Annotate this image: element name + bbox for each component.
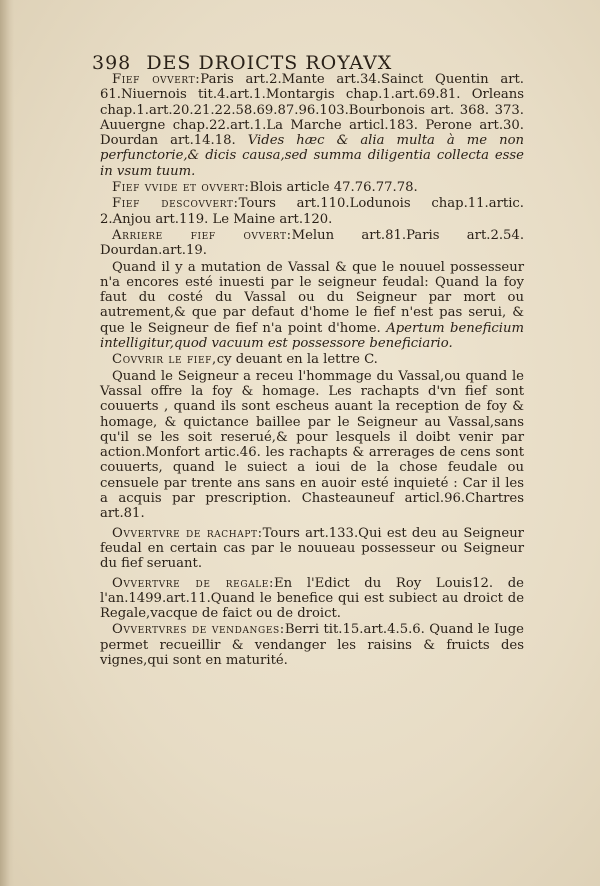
entry-term: Fief descovvert: bbox=[112, 196, 239, 212]
entry-term: Fief ovvert: bbox=[112, 72, 201, 87]
entry-term: Fief vvide et ovvert: bbox=[112, 180, 250, 196]
entry-term: Ovvertvres de vendanges: bbox=[112, 622, 285, 638]
entry-text: Quand le Seigneur a receu l'hommage du Vassal,ou quand le Vassal offre la foy & homage. Les rachapts d'vn fief sont couuerts , quand ils sont escheus auant la reception de foy & homage, & quictance baillee par le Seigneur au Vassal,sans qu'il se les soit reserué,& pour lesquels il doibt venir par action.Monfort artic.46. les rachapts & arrerages de cens sont couuerts, quand le suiect a ioui de la chose feudale ou censuele par trente ans sans en auoir esté inquieté : Car il les a acquis par prescription. Chasteauneuf articl.96.Chartres art.81. bbox=[100, 368, 524, 522]
entry-latin: Vides hæc & alia multa à me non perfunctorie,& dicis causa,sed summa diligentia collecta esse in vsum tuum. bbox=[100, 133, 525, 179]
entry-text: Quand il y a mutation de Vassal & que le nouuel possesseur n'a encores esté inuesti par le seigneur feudal: Quand la foy faut du costé du Vassal ou du Seigneur par mort ou autrement,& que par defaut d'home le fief n'est pas serui, & que le Seigneur de fief n'a point d'home. bbox=[100, 259, 524, 336]
page-header bbox=[92, 52, 532, 74]
entry-fief-vuide-ouvert bbox=[100, 180, 524, 195]
entry-ouvertures-de-vendanges bbox=[100, 622, 524, 668]
page-number: 398 bbox=[92, 52, 132, 74]
entry-mutation-paragraph bbox=[100, 260, 524, 352]
running-title: DES DROICTS ROYAVX bbox=[146, 52, 393, 74]
entry-ouverture-de-rachapt bbox=[100, 526, 524, 572]
entry-hommage-paragraph bbox=[100, 369, 524, 522]
entry-fief-ouvert bbox=[100, 72, 524, 179]
entry-arriere-fief-ouvert bbox=[100, 228, 524, 259]
page-gutter bbox=[0, 0, 14, 886]
entry-term: Ovvertvre de regale: bbox=[112, 575, 275, 591]
entry-latin: Apertum beneficium intelligitur,quod vacuum est possessore beneficiario. bbox=[100, 320, 524, 352]
entry-text: En l'Edict du Roy Louis12. de l'an.1499.art.11.Quand le benefice qui est subiect au droict de Regale,vacque de faict ou de droict. bbox=[100, 575, 524, 622]
page-body bbox=[100, 72, 524, 669]
entry-text: Melun art.81.Paris art.2.54. Dourdan.art.19. bbox=[100, 227, 525, 259]
entry-couvrir-le-fief bbox=[100, 352, 524, 367]
entry-term: Covvrir le fief, bbox=[112, 352, 217, 368]
entry-fief-descouvert bbox=[100, 196, 524, 227]
entry-text: Paris art.2.Mante art.34.Sainct Quentin art. 61.Niuernois tit.4.art.1.Montargis chap.1.art.69.81. Orleans chap.1.art.20.21.22.58.69.87.96.103.Bourbonois art. 368. 373. Auuergne chap.22.art.1.La Marche articl.183. Perone art.30. Dourdan art.14.18. bbox=[100, 72, 524, 149]
entry-text: cy deuant en la lettre C. bbox=[216, 352, 378, 368]
entry-term: Ovvertvre de rachapt: bbox=[112, 525, 263, 541]
entry-text: Tours art.110.Lodunois chap.11.artic. 2.Anjou art.119. Le Maine art.120. bbox=[100, 196, 524, 227]
entry-text: Tours art.133.Qui est deu au Seigneur feudal en certain cas par le nouueau possesseur ou Seigneur du fief seruant. bbox=[100, 525, 524, 572]
entry-text: Blois article 47.76.77.78. bbox=[249, 180, 418, 196]
entry-term: Arriere fief ovvert: bbox=[112, 227, 292, 243]
entry-ouverture-de-regale bbox=[100, 576, 524, 622]
entry-text: Berri tit.15.art.4.5.6. Quand le Iuge permet recueillir & vendanger les raisins & fruicts des vignes,qui sont en maturité. bbox=[100, 622, 524, 668]
